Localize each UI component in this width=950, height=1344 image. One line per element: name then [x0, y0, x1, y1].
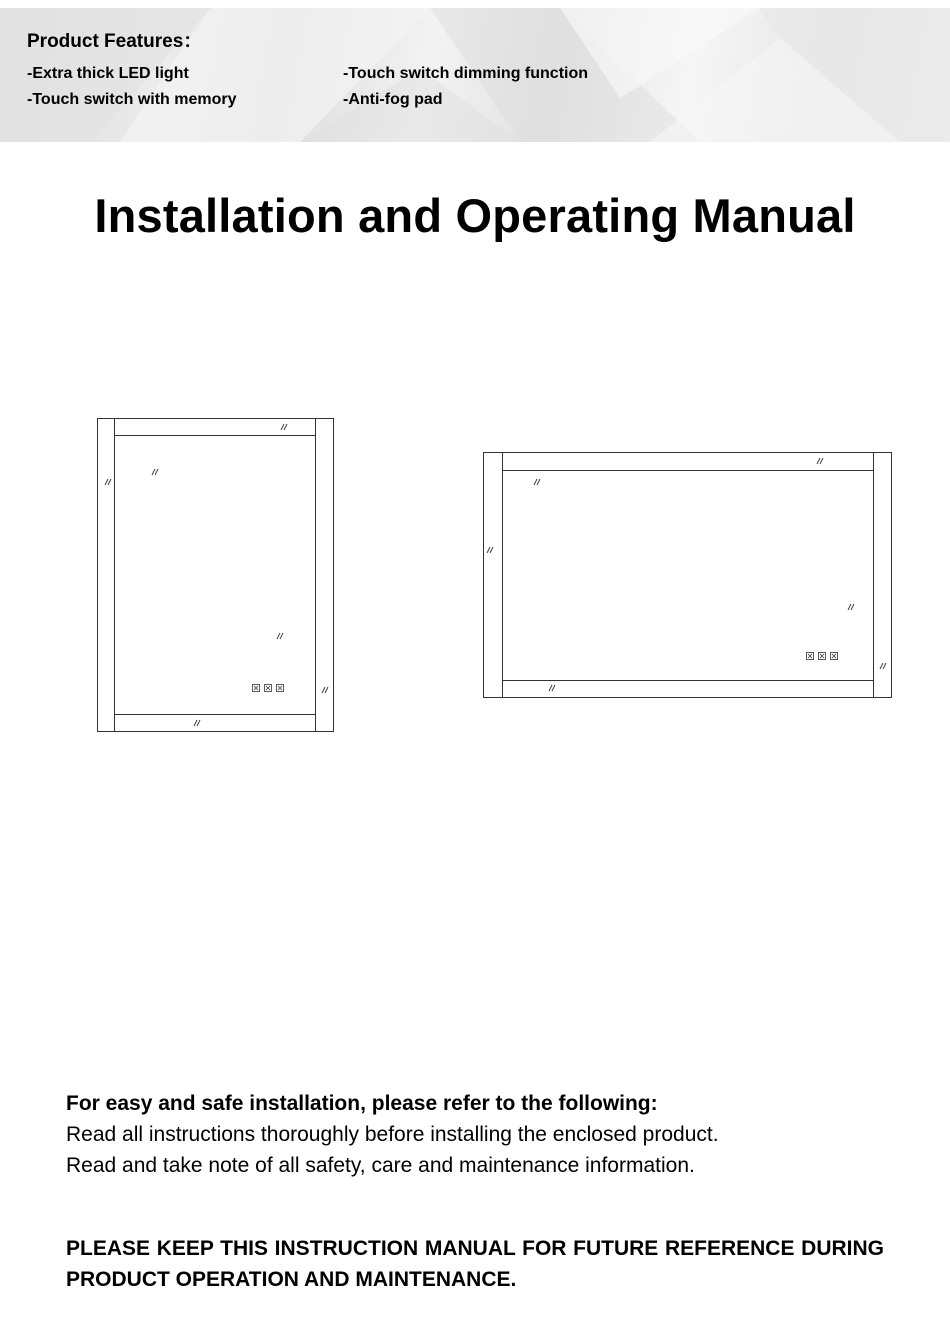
feature-item: -Touch switch with memory	[27, 91, 237, 108]
installation-instructions	[66, 1088, 884, 1181]
glare-mark-icon	[322, 687, 328, 693]
glare-mark-icon	[848, 604, 854, 610]
glare-mark-icon	[105, 479, 111, 485]
landscape-mirror-diagram	[482, 451, 894, 701]
keep-manual-notice: PLEASE KEEP THIS INSTRUCTION MANUAL FOR FUTURE REFERENCE DURING PRODUCT OPERATION AND MAINTENANCE.	[66, 1237, 884, 1291]
touch-button-icon	[807, 653, 814, 660]
portrait-mirror-diagram	[96, 417, 336, 735]
feature-item: -Anti-fog pad	[343, 91, 443, 108]
feature-item: -Touch switch dimming function	[343, 65, 589, 82]
glare-mark-icon	[817, 458, 823, 464]
touch-button-icon	[265, 685, 272, 692]
product-features-banner	[0, 8, 950, 142]
instruction-line: Read and take note of all safety, care and maintenance information.	[66, 1154, 695, 1177]
instructions-lead: For easy and safe installation, please refer to the following:	[66, 1092, 658, 1115]
glare-mark-icon	[194, 720, 200, 726]
glare-mark-icon	[152, 469, 158, 475]
glare-mark-icon	[549, 685, 555, 691]
glare-mark-icon	[534, 479, 540, 485]
manual-title: Installation and Operating Manual	[94, 189, 856, 242]
touch-button-icon	[253, 685, 260, 692]
mirror-outline	[484, 453, 892, 698]
glare-mark-icon	[281, 424, 287, 430]
glare-mark-icon	[880, 663, 886, 669]
touch-button-icon	[819, 653, 826, 660]
touch-button-icon	[831, 653, 838, 660]
touch-button-icon	[277, 685, 284, 692]
glare-mark-icon	[487, 547, 493, 553]
glare-mark-icon	[277, 633, 283, 639]
mirror-outline	[98, 419, 334, 732]
product-features-heading: Product Features：	[27, 31, 203, 52]
feature-item: -Extra thick LED light	[27, 65, 189, 82]
instruction-line: Read all instructions thoroughly before installing the enclosed product.	[66, 1123, 719, 1146]
